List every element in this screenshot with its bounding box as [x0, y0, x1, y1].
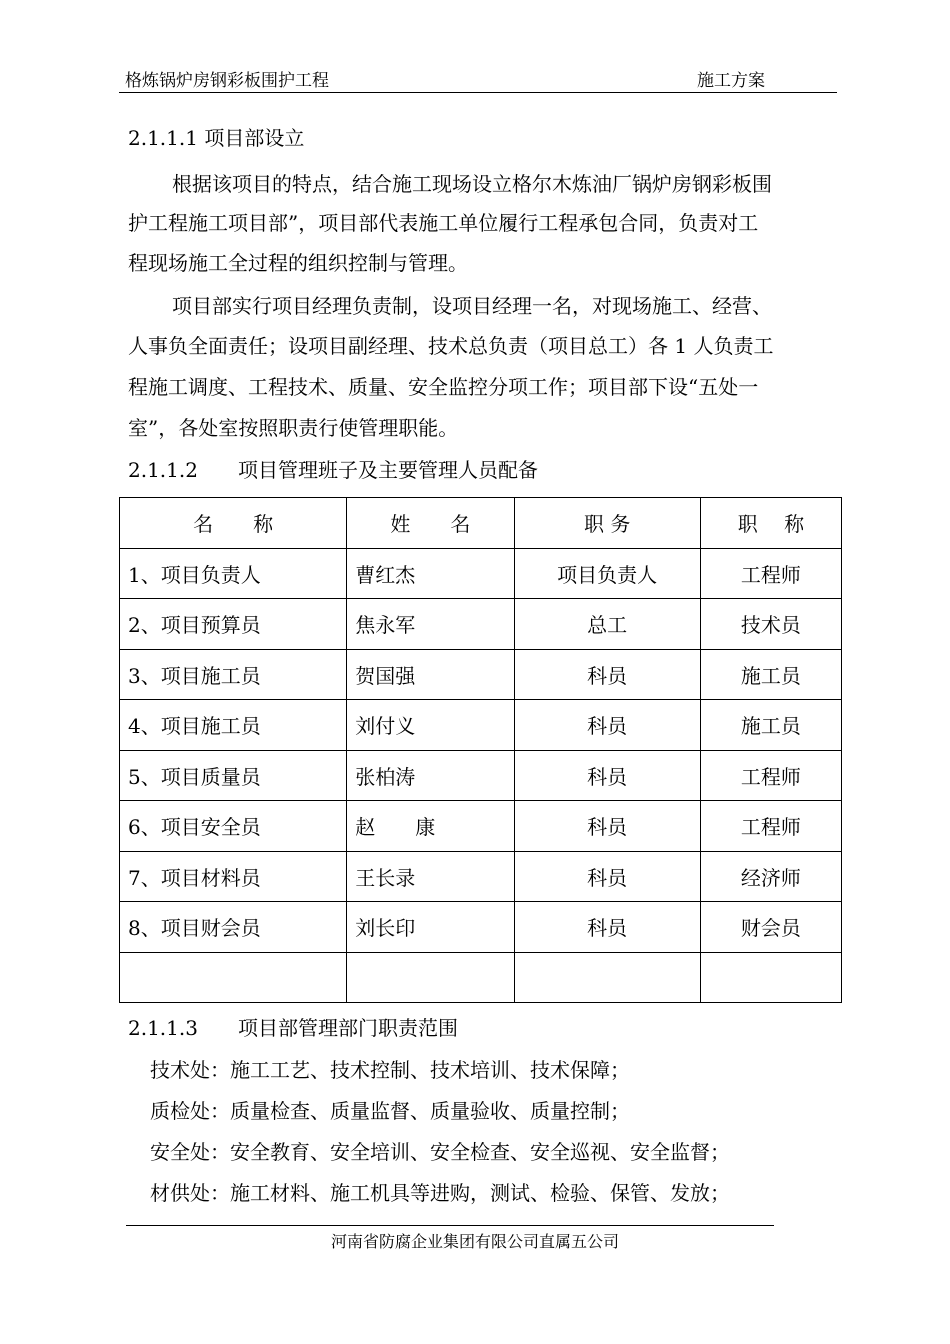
cell-role: 3、项目施工员 — [120, 649, 347, 700]
cell-person: 刘付义 — [347, 700, 514, 751]
cell-role: 5、项目质量员 — [120, 750, 347, 801]
column-header-person: 姓 名 — [347, 498, 514, 549]
cell-role — [120, 952, 347, 1003]
table-row — [120, 851, 842, 902]
cell-title: 工程师 — [700, 548, 841, 599]
cell-title: 工程师 — [700, 750, 841, 801]
table-row — [120, 902, 842, 953]
footer-company: 河南省防腐企业集团有限公司直属五公司 — [330, 1232, 619, 1251]
cell-person: 贺国强 — [347, 649, 514, 700]
cell-post: 科员 — [514, 750, 700, 801]
table-row — [120, 750, 842, 801]
cell-post: 科员 — [514, 902, 700, 953]
cell-person: 王长录 — [347, 851, 514, 902]
cell-person: 曹红杰 — [347, 548, 514, 599]
dept-duty-quality: 质检处：质量检查、质量监督、质量验收、质量控制； — [150, 1099, 630, 1123]
cell-person: 赵 康 — [347, 801, 514, 852]
section-heading-2-1-1-3: 2.1.1.3 项目部管理部门职责范围 — [128, 1016, 458, 1040]
cell-title: 施工员 — [700, 700, 841, 751]
footer-rule — [126, 1225, 774, 1226]
cell-post: 科员 — [514, 851, 700, 902]
cell-title: 技术员 — [700, 599, 841, 650]
paragraph-line: 护工程施工项目部”，项目部代表施工单位履行工程承包合同，负责对工 — [128, 211, 759, 235]
column-header-title: 职 称 — [700, 498, 841, 549]
cell-role: 7、项目材料员 — [120, 851, 347, 902]
cell-role: 1、项目负责人 — [120, 548, 347, 599]
paragraph-line: 程施工调度、工程技术、质量、安全监控分项工作；项目部下设“五处一 — [128, 375, 759, 399]
cell-post: 科员 — [514, 700, 700, 751]
cell-title: 财会员 — [700, 902, 841, 953]
cell-person: 刘长印 — [347, 902, 514, 953]
paragraph-line: 程现场施工全过程的组织控制与管理。 — [128, 251, 468, 275]
cell-title: 经济师 — [700, 851, 841, 902]
section-heading-2-1-1-2: 2.1.1.2 项目管理班子及主要管理人员配备 — [128, 458, 538, 482]
cell-post: 项目负责人 — [514, 548, 700, 599]
table-row — [120, 700, 842, 751]
cell-title — [700, 952, 841, 1003]
paragraph-line: 根据该项目的特点，结合施工现场设立格尔木炼油厂锅炉房钢彩板围 — [172, 172, 772, 196]
cell-role: 6、项目安全员 — [120, 801, 347, 852]
table-header-row — [120, 498, 842, 549]
section-heading-2-1-1-1: 2.1.1.1 项目部设立 — [128, 126, 305, 150]
cell-person — [347, 952, 514, 1003]
table-row-empty — [120, 952, 842, 1003]
cell-post: 科员 — [514, 649, 700, 700]
column-header-post: 职 务 — [514, 498, 700, 549]
staff-table — [119, 497, 842, 1003]
cell-post — [514, 952, 700, 1003]
cell-post: 科员 — [514, 801, 700, 852]
header-rule — [119, 92, 837, 93]
paragraph-line: 人事负全面责任；设项目副经理、技术总负责（项目总工）各 1 人负责工 — [128, 334, 774, 358]
dept-duty-technical: 技术处：施工工艺、技术控制、技术培训、技术保障； — [150, 1058, 630, 1082]
cell-post: 总工 — [514, 599, 700, 650]
header-doc-type: 施工方案 — [697, 71, 765, 91]
paragraph-line: 室”，各处室按照职责行使管理职能。 — [128, 416, 459, 440]
header-project-title: 格炼锅炉房钢彩板围护工程 — [125, 71, 329, 91]
table-row — [120, 649, 842, 700]
table-row — [120, 801, 842, 852]
table-row — [120, 548, 842, 599]
cell-person: 张柏涛 — [347, 750, 514, 801]
dept-duty-materials: 材供处：施工材料、施工机具等进购，测试、检验、保管、发放； — [150, 1181, 730, 1205]
cell-person: 焦永军 — [347, 599, 514, 650]
cell-role: 4、项目施工员 — [120, 700, 347, 751]
column-header-name: 名 称 — [120, 498, 347, 549]
cell-role: 8、项目财会员 — [120, 902, 347, 953]
dept-duty-safety: 安全处：安全教育、安全培训、安全检查、安全巡视、安全监督； — [150, 1140, 730, 1164]
cell-title: 施工员 — [700, 649, 841, 700]
cell-title: 工程师 — [700, 801, 841, 852]
cell-role: 2、项目预算员 — [120, 599, 347, 650]
table-row — [120, 599, 842, 650]
paragraph-line: 项目部实行项目经理负责制，设项目经理一名，对现场施工、经营、 — [172, 294, 772, 318]
